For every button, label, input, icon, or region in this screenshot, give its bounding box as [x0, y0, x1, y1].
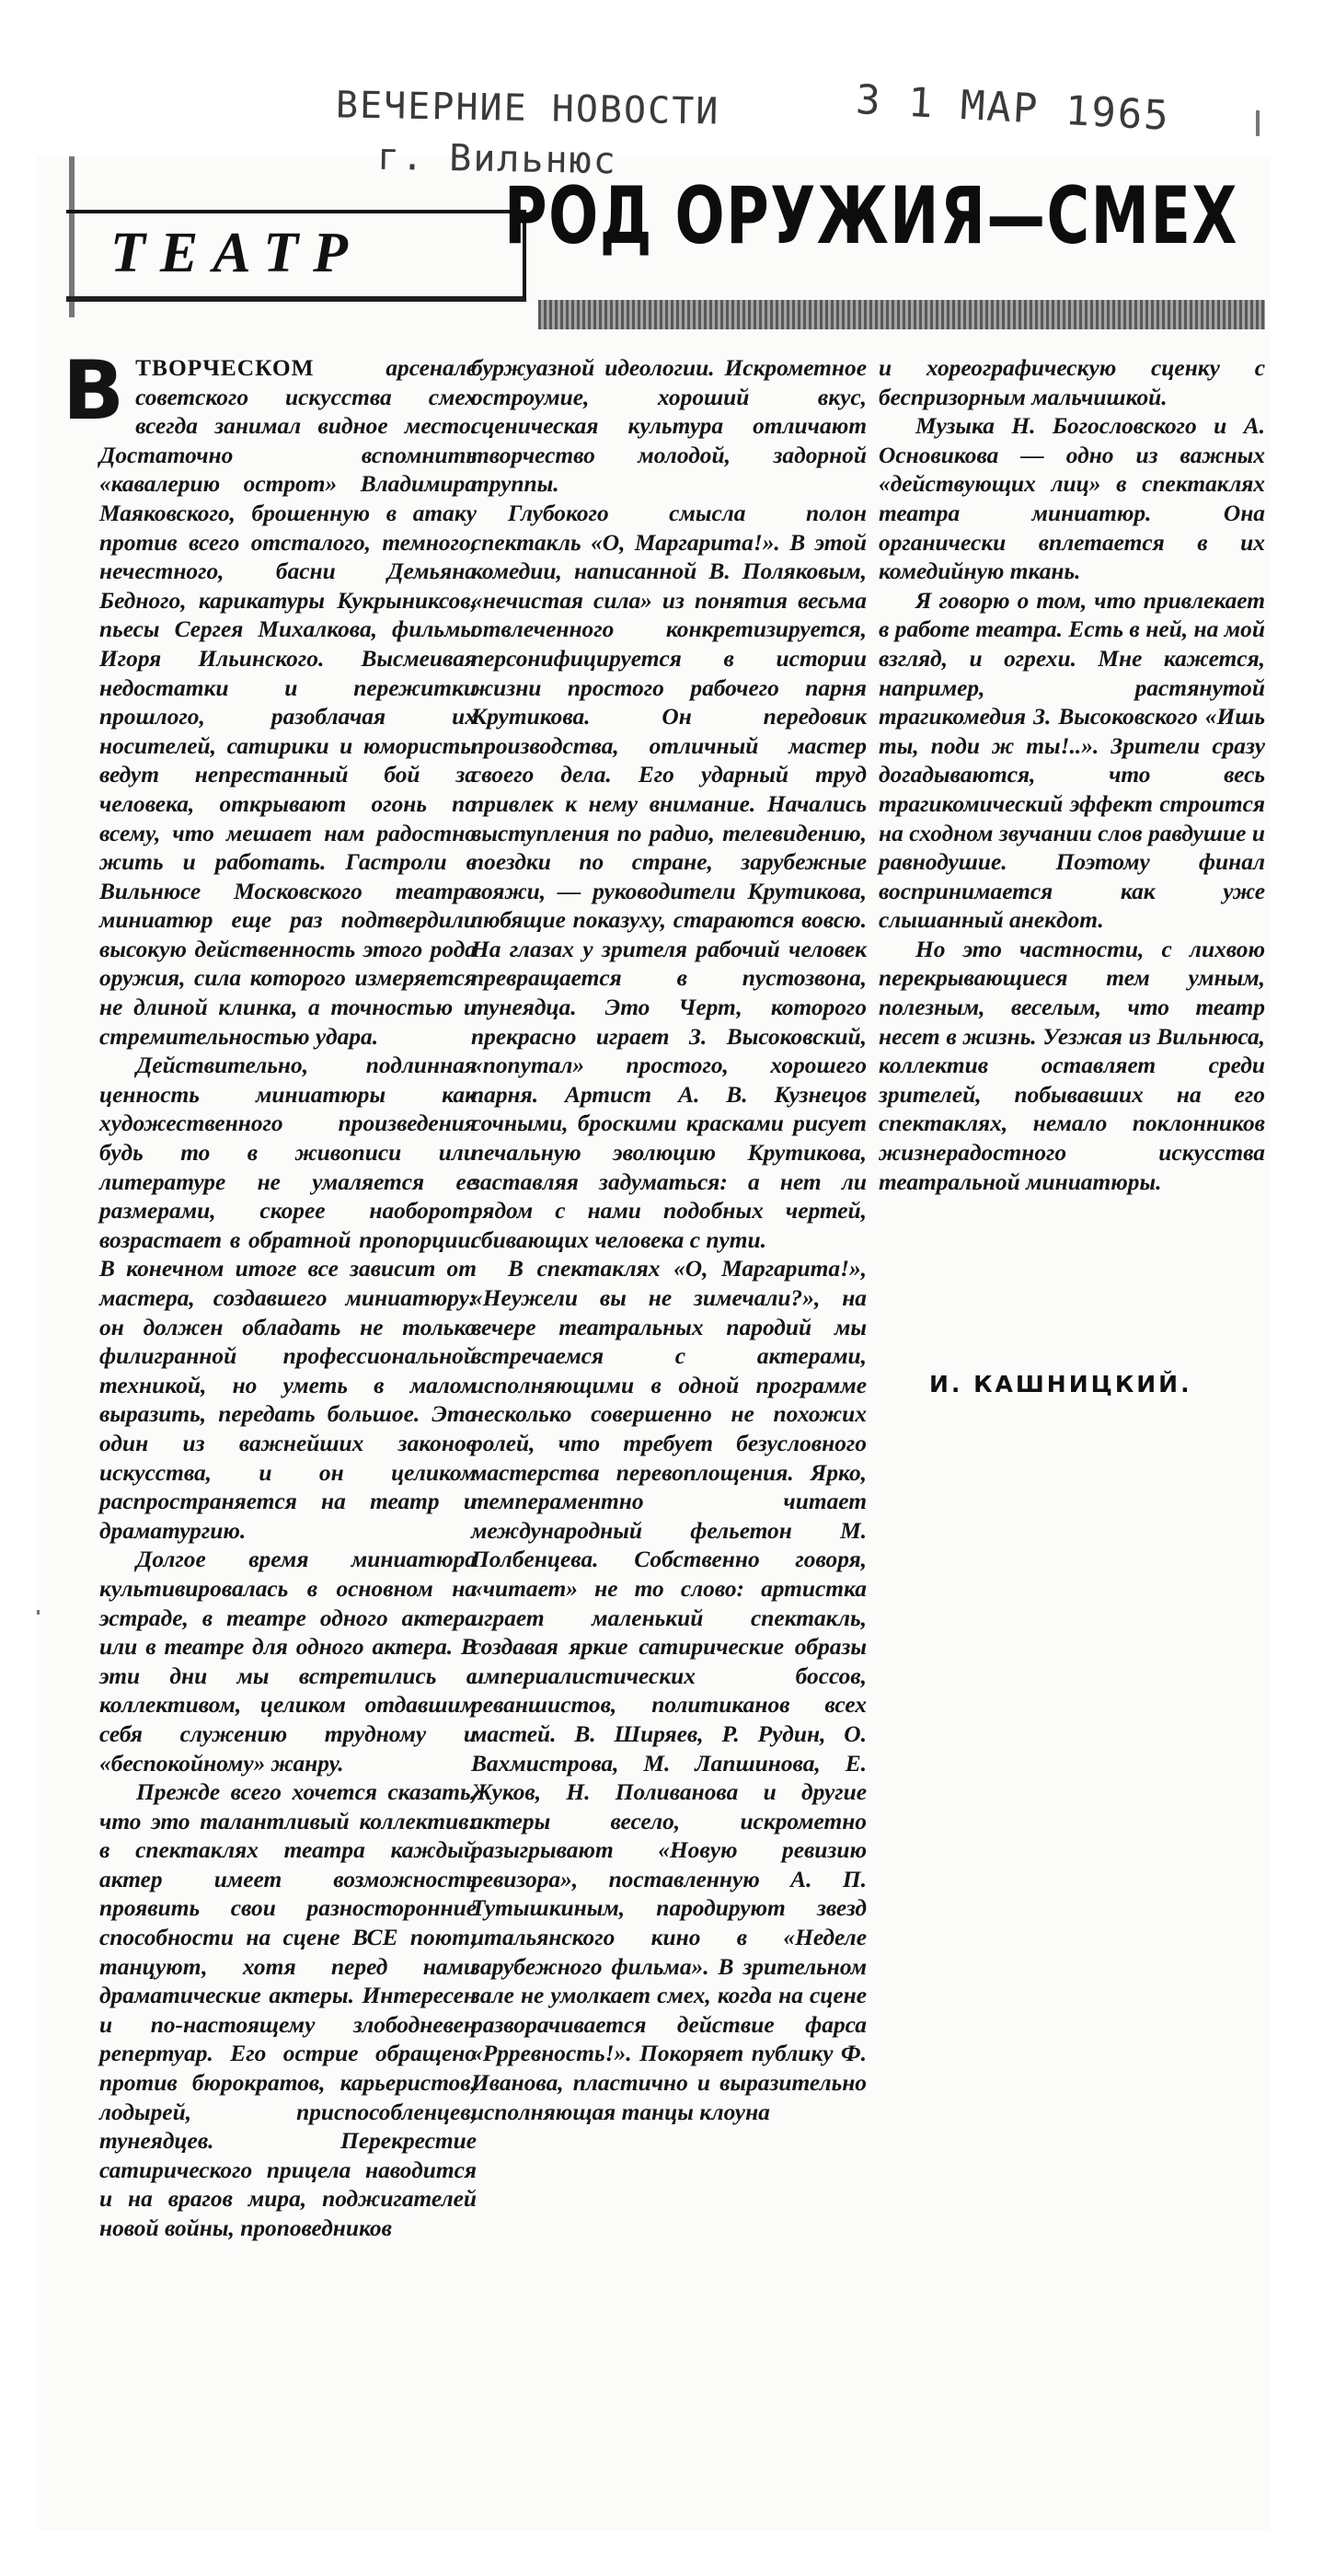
newspaper-name-stamp: ВЕЧЕРНИЕ НОВОСТИ: [335, 84, 720, 133]
article-paragraph: Глубокого смысла полон спектакль «О, Маргарита!». В этой комедии, написанной В. Поляковым, «нечистая сила» из понятия весьма отвлеченного конкретизируется, персонифицируется в истории жизни простого рабочего парня Крутикова. Он передовик производства, отличный мастер своего дела. Его ударный труд привлек к нему внимание. Начались выступления по радио, телевидению, поездки по стране, зарубежные вояжи, — руководители Крутикова, любящие показуху, стараются вовсю. На глазах у зрителя рабочий человек превращается в пустозвона, тунеядца. Это Черт, которого прекрасно играет З. Высоковский, «попутал» простого, хорошего парня. Артист А. В. Кузнецов сочными, броскими красками рисует печальную эволюцию Крутикова, заставляя задуматься: а нет ли рядом с нами подобных чертей, сбивающих человека с пути.: [471, 500, 867, 1253]
article-column-1: [63, 343, 477, 2244]
lead-word: ТВОРЧЕСКОМ: [135, 355, 315, 381]
article-column-3: [879, 354, 1265, 1197]
article-paragraph: Прежде всего хочется сказать, что это талантливый коллектив: в спектаклях театра каждый актер имеет возможность проявить свои разносторонние способности на сцене ВСЕ поют, танцуют, хотя перед нами драматические актеры. Интересен и по-настоящему злободневен репертуар. Его острие обращено против бюрократов, карьеристов, лодырей, приспособленцев, тунеядцев. Перекрестие сатирического прицела наводится и на врагов мира, поджигателей новой войны, проповедников: [99, 1779, 477, 2241]
paragraph-text: арсенале советского искусства смех всегда занимал видное место. Достаточно вспомнить «кавалерию острот» Владимира Маяковского, брошенную в атаку против всего отсталого, темного, нечестного, басни Демьяна Бедного, карикатуры Кукрыниксов, пьесы Сергея Михалкова, фильмы Игоря Ильинского. Высмеивая недостатки и пережитки прошлого, разоблачая их носителей, сатирики и юмористы ведут непрестанный бой за человека, открывают огонь по всему, что мешает нам радостно жить и работать. Гастроли в Вильнюсе Московского театра миниатюр еще раз подтвердили высокую действенность этого рода оружия, сила которого измеряется не длиной клинка, а точностью и стремительностью удара.: [99, 355, 477, 1050]
article-paragraph: Долгое время миниатюра культивировалась в основном на эстраде, в театре одного актера или в театре для одного актера. В эти дни мы встретились с коллективом, целиком отдавшим себя служению трудному и «беспокойному» жанру.: [99, 1547, 477, 1777]
date-stamp: 3 1 МАР 1965: [854, 76, 1171, 140]
article-paragraph: и хореографическую сценку с беспризорным мальчишкой.: [879, 355, 1265, 410]
article-paragraph: Действительно, подлинная ценность миниатюры как художественного произведения будь то в живописи или литературе не умаляется ее размерами, скорее наоборот, возрастает в обратной пропорции. В конечном итоге все зависит от мастера, создавшего миниатюру: он должен обладать не только филигранной профессиональной техникой, но уметь в малом выразить, передать большое. Это один из важнейших законов искусства, и он целиком распространяется на театр и драматургию.: [99, 1052, 477, 1544]
article-paragraph: Музыка Н. Богословского и А. Основикова — одно из важных «действующих лиц» в спектаклях театра миниатюр. Она органически вплетается в их комедийную ткань.: [879, 413, 1265, 585]
article-paragraph: Но это частности, с лихвою перекрывающиеся тем умным, полезным, веселым, что театр несет в жизнь. Уезжая из Вильнюса, коллектив оставляет среди зрителей, побывавших на его спектаклях, немало поклонников жизнерадостного искусства театральной миниатюры.: [879, 936, 1265, 1195]
city-stamp: г. Вильнюс: [376, 135, 618, 183]
paper-edge-mark: [1256, 110, 1260, 136]
author-signature: И. КАШНИЦКИЙ.: [929, 1371, 1192, 1397]
article-paragraph: В спектаклях «О, Маргарита!», «Неужели вы не зимечали?», на вечере театральных пародий мы встречаемся с актерами, исполняющими в одной программе несколько совершенно не похожих ролей, что требует безусловного мастерства перевоплощения. Ярко, темпераментно читает международный фельетон М. Полбенцева. Собственно говоря, «читает» не то слово: артистка играет маленький спектакль, создавая яркие сатирические образы империалистических боссов, реваншистов, политиканов всех мастей. В. Ширяев, Р. Рудин, О. Вахмистрова, М. Лапшинова, Е. Жуков, Н. Поливанова и другие актеры весело, искрометно разыгрывают «Новую ревизию ревизора», поставленную А. П. Тутышкиным, пародируют звезд итальянского кино в «Неделе зарубежного фильма». В зрительном зале не умолкает смех, когда на сцене разворачивается действие фарса «Ррревность!». Покоряет публику Ф. Иванова, пластично и выразительно исполняющая танцы клоуна: [471, 1256, 867, 2125]
paper-speck: [37, 1610, 40, 1615]
article-column-2: [471, 354, 867, 2127]
headline-rule: [538, 300, 1265, 329]
article-headline: РОД ОРУЖИЯ—СМЕХ: [504, 170, 1238, 262]
rubric-box: [66, 210, 526, 302]
article-paragraph: Я говорю о том, что привлекает в работе театра. Есть в ней, на мой взгляд, и огрехи. Мне кажется, например, растянутой трагикомедия З. Высоковского «Ишь ты, поди ж ты!..». Зрители сразу догадываются, что весь трагикомический эффект строится на сходном звучании слов равдушие и равнодушие. Поэтому финал воспринимается как уже слышанный анекдот.: [879, 587, 1265, 934]
article-paragraph: [63, 343, 477, 1052]
drop-cap: В: [63, 343, 125, 438]
rubric-label: ТЕАТР: [110, 222, 363, 284]
article-paragraph: буржуазной идеологии. Искрометное остроумие, хороший вкус, сценическая культура отличают творчество молодой, задорной труппы.: [471, 355, 867, 498]
